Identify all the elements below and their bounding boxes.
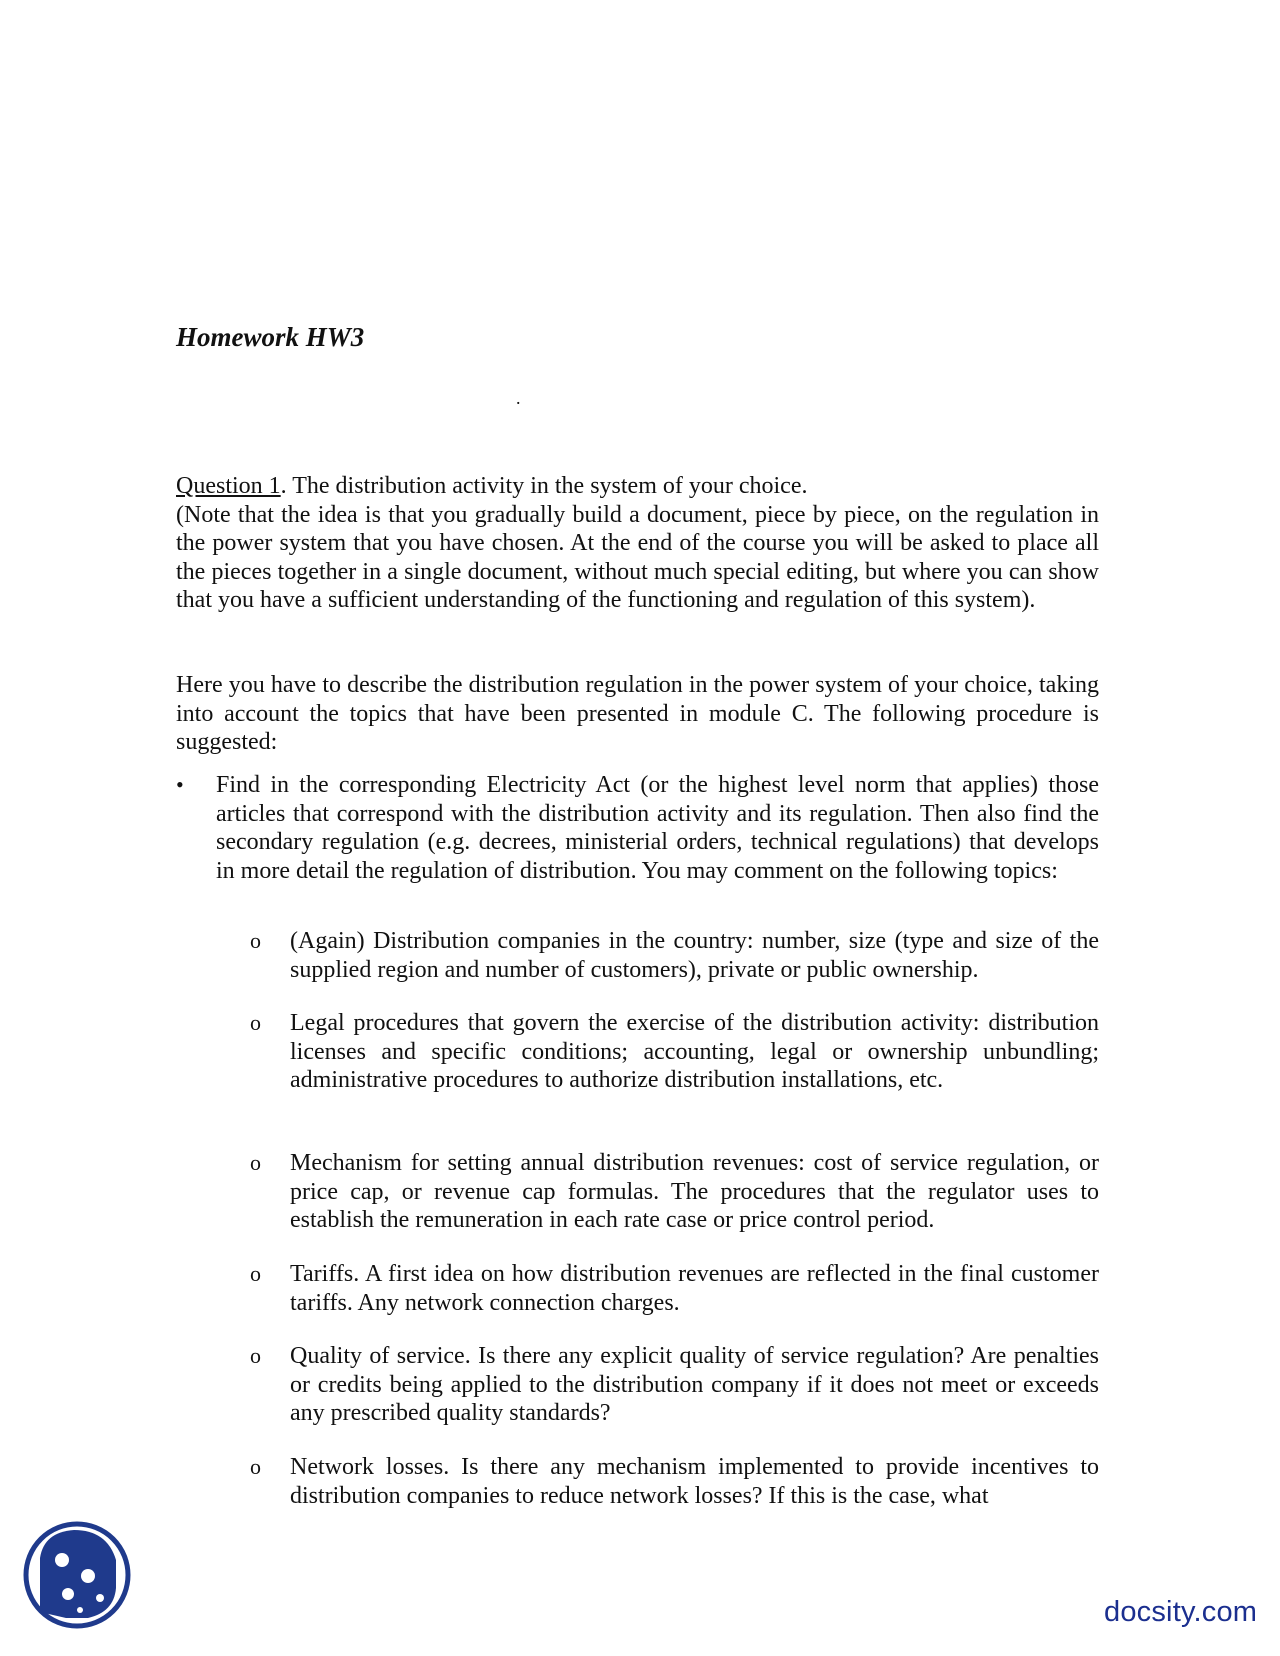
sub-item-mark: o	[250, 1010, 261, 1035]
sub-item-mark: o	[250, 1261, 261, 1286]
question-label: Question 1	[176, 473, 281, 499]
docsity-brand-link[interactable]: docsity.com	[1104, 1596, 1258, 1628]
stray-dot: .	[516, 388, 521, 408]
sub-item-text: (Again) Distribution companies in the country: number, size (type and size of the supplied region and number of customers), private or public ownership.	[290, 928, 1099, 983]
sub-item-text: Legal procedures that govern the exercise of the distribution activity: distribution licenses and specific conditions; accounting, legal or ownership unbundling; administrative procedures to authorize distribution installations, etc.	[290, 1010, 1099, 1093]
sub-item-text: Tariffs. A first idea on how distribution revenues are reflected in the final customer tariffs. Any network connection charges.	[290, 1261, 1099, 1316]
intro-paragraph: Here you have to describe the distribution regulation in the power system of your choice, taking into account the topics that have been presented in module C. The following procedure is suggested:	[176, 672, 1099, 755]
sub-item-network-losses	[250, 1453, 1099, 1510]
sub-item-mark: o	[250, 928, 261, 953]
sub-item-tariffs	[250, 1260, 1099, 1317]
sub-item-text: Mechanism for setting annual distribution revenues: cost of service regulation, or price cap, or revenue cap formulas. The procedures that the regulator uses to establish the remuneration in each rate case or price control period.	[290, 1150, 1099, 1233]
bullet-item	[176, 771, 1099, 885]
bullet-text: Find in the corresponding Electricity Act (or the highest level norm that applies) those articles that correspond with the distribution activity and its regulation. Then also find the secondary regulation (e.g. decrees, ministerial orders, technical regulations) that develops in more detail the regulation of distribution. You may comment on the following topics:	[216, 772, 1099, 884]
question-note: (Note that the idea is that you gradually build a document, piece by piece, on the regulation in the power system that you have chosen. At the end of the course you will be asked to place all the pieces together in a single document, without much special editing, but where you can show that you have a sufficient understanding of the functioning and regulation of this system).	[176, 501, 1099, 613]
sub-item-mark: o	[250, 1150, 261, 1175]
bullet-mark: •	[176, 772, 184, 797]
sub-item-quality-of-service	[250, 1342, 1099, 1428]
docsity-logo-icon[interactable]	[22, 1518, 132, 1638]
page-title: Homework HW3	[176, 322, 365, 352]
question-heading-text: . The distribution activity in the system of your choice.	[280, 473, 808, 499]
question-heading	[176, 472, 1099, 501]
sub-item-legal-procedures	[250, 1009, 1099, 1095]
intro-paragraph-block	[176, 671, 1099, 757]
sub-item-text: Network losses. Is there any mechanism implemented to provide incentives to distribution companies to reduce network losses? If this is the case, what	[290, 1454, 1099, 1509]
sub-item-revenues-mechanism	[250, 1149, 1099, 1235]
sub-item-distribution-companies	[250, 927, 1099, 984]
question-block	[176, 472, 1099, 615]
sub-item-mark: o	[250, 1454, 261, 1479]
sub-item-mark: o	[250, 1343, 261, 1368]
sub-item-text: Quality of service. Is there any explicit quality of service regulation? Are penalties or credits being applied to the distribution company if it does not meet or exceeds any prescribed quality standards?	[290, 1343, 1099, 1426]
